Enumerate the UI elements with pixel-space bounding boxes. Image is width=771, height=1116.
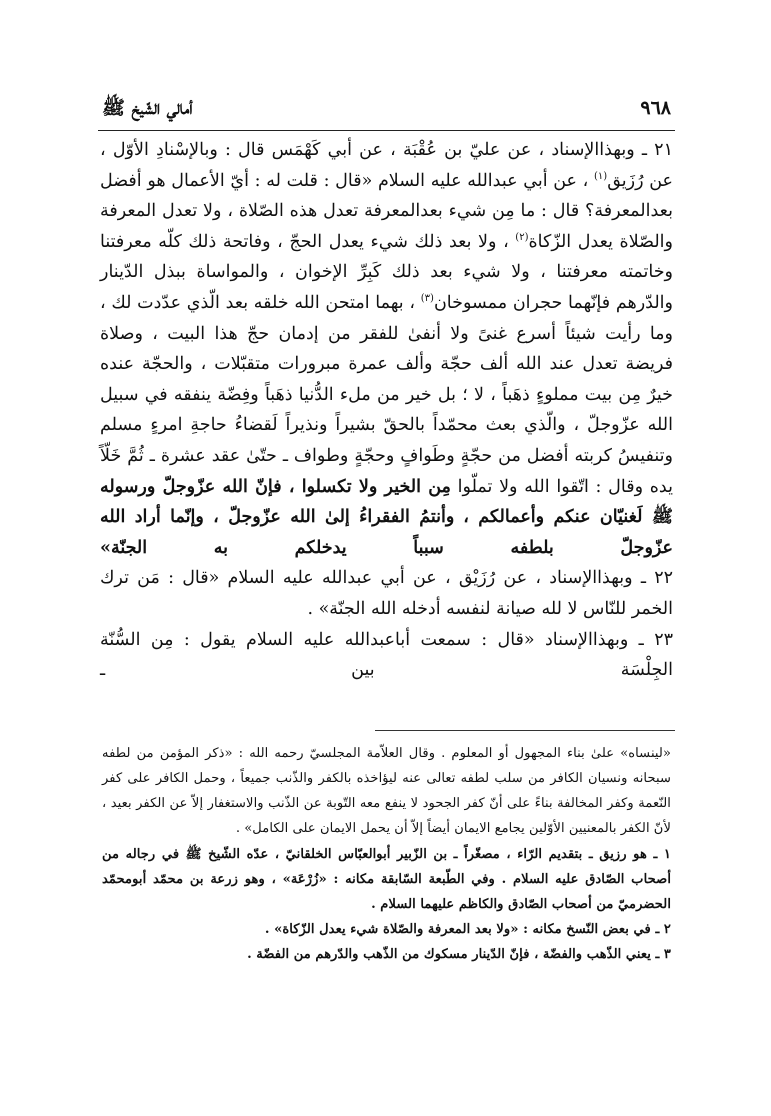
- text-line: الأوّل ، عن رُزَيق: [100, 140, 673, 191]
- paragraph-22: [100, 563, 673, 624]
- text-line: يعدل الزّكاة: [528, 231, 613, 252]
- text-line: مِن الخير ولا تكسلوا ، فإنّ الله عزّوجلّ ورسوله ﷺ لَغنيّان عنكم وأعمالكم ،: [100, 476, 673, 528]
- text-line: ، بهما امتحن الله خلقه بعد الّذي عدّدت لك ، وما رأيت شيئاً: [100, 292, 673, 344]
- paragraph-21: [100, 135, 673, 563]
- text-line: معرفتنا ، ولا شيء بعد ذلك كَبِرِّ الإخوان ، والمواساة ببذل الدّينار والدّرهم فإنّهما: [100, 262, 673, 313]
- text-line: لا ؛ بل خير من ملء الدُّنيا ذهَباً وفِضّة ينفقه في سبيل الله عزّوجلّ ، والّذي بعث: [100, 384, 673, 436]
- text-line: ، عن أبي عبدالله عليه السلام «قال : قلت له : أيّ الأعمال هو أفضل: [100, 170, 594, 191]
- text-line: حجران ممسوخان: [433, 292, 563, 313]
- text-line: محمّداً بالحقّ بشيراً ونذيراً لَقضاءُ حاجةِ امرءٍ مسلم وتنفيسُ كربته أفضل من حجّةٍ: [100, 415, 673, 466]
- footnote-3: ٣ ـ يعني الذّهب والفضّة ، فإنّ الدّينار مسكوك من الذّهب والدّرهم من الفضّة .: [247, 947, 671, 963]
- footnote-2: ٢ ـ في بعض النّسخ مكانه : «ولا بعد المعرفة والصّلاة شيء يعدل الزّكاة» .: [264, 922, 671, 938]
- text-line: وطَوافٍ وحجّةٍ وطواف ـ حتّىٰ عقد عشرة ـ ثُمَّ خَلّاً يده وقال : اتّقوا الله ولا تملّوا: [100, 445, 673, 497]
- footnote-1: ١ ـ هو رزيق ـ بتقديم الرّاء ، مصغّراً ـ بن الزّبير أبوالعبّاس الخلقانيّ ، عدّه الشّيخ ﷺ في رجاله من أصحاب الصّادق عليه السلام . وفي الطّبعة السّابقة مكانه : «زُرْعَة» ، وهو زرعة بن محمّد أبومحمّد الحضرميّ من أصحاب الصّادق والكاظم عليهما السلام .: [102, 846, 671, 912]
- header-rule: [98, 130, 675, 131]
- text-line: ٢١ ـ وبهذاالإسناد ، عن عليّ بن عُقْبَة ، عن أبي كَهْمَس قال : وبالإسْنادِ: [156, 140, 673, 160]
- paragraph-23: [100, 625, 673, 686]
- main-text: [98, 135, 675, 686]
- page-number: ٩٦٨: [640, 97, 671, 119]
- footnote-ref: (٣): [420, 293, 434, 305]
- footnote-separator: [375, 730, 675, 731]
- text-line: ٢٢ ـ وبهذاالإسناد ، عن رُزَيْق ، عن أبي عبدالله عليه السلام «قال : مَن ترك الخمر: [100, 568, 673, 619]
- footnote-ref: (١): [594, 170, 608, 182]
- text-line: وأنتمُ الفقراءُ إلىٰ الله عزّوجلّ ، وإنّما أراد الله عزّوجلّ بلطفه سبباً يدخلكم به الجنّة»: [100, 507, 673, 558]
- text-line: ألف حجّة وألف عمرة مبرورات متقبّلات ، والحجّة عنده خيرٌ مِن بيت مملوءٍ ذهَباً ،: [100, 354, 674, 405]
- footnotes: [98, 741, 675, 968]
- text-line: أسرع غنىً ولا أنفىٰ للفقر من إدمان حجّ هذا البيت ، وصلاة فريضة تعدل عند الله: [100, 323, 673, 375]
- footnote-ref: (٢): [515, 231, 529, 243]
- text-line: بعدالمعرفة؟ قال : ما مِن شيء بعدالمعرفة تعدل هذه الصّلاة ، ولا تعدل المعرفة والصّلاة: [100, 201, 673, 252]
- running-header: [98, 96, 675, 130]
- text-line: للنّاس لا لله صيانة لنفسه أدخله الله الجنّة» .: [307, 598, 627, 619]
- book-title: أمالي الشّيخ ﷺ: [102, 97, 193, 119]
- text-line: ، ولا بعد ذلك شيء يعدل الحجّ ، وفاتحة ذلك كلّه معرفتنا وخاتمته: [100, 231, 673, 283]
- footnote-continuation: «لينساه» علىٰ بناء المجهول أو المعلوم . وقال العلاّمة المجلسيّ رحمه الله : «ذكر المؤمن من لطفه سبحانه ونسيان الكافر من سلب لطفه تعالى عنه ليؤاخذه بالكفر والذّنب جميعاً ، وحمل الكافر على كفر النّعمة وكفر المخالفة بناءً على أنّ كفر الجحود لا ينفع معه التّوبة عن الذّنب والاستغفار إلاّ عن الكفر بعيد ، لأنّ الكفر بالمعنيين الأوّلين يجامع الايمان أيضاً إلاّ أن يحمل الايمان على الكامل» .: [102, 745, 671, 837]
- text-line: ٢٣ ـ وبهذاالإسناد «قال : سمعت أباعبدالله عليه السلام يقول : مِن السُّنّة الجِلْسَة بين ـ: [100, 629, 673, 681]
